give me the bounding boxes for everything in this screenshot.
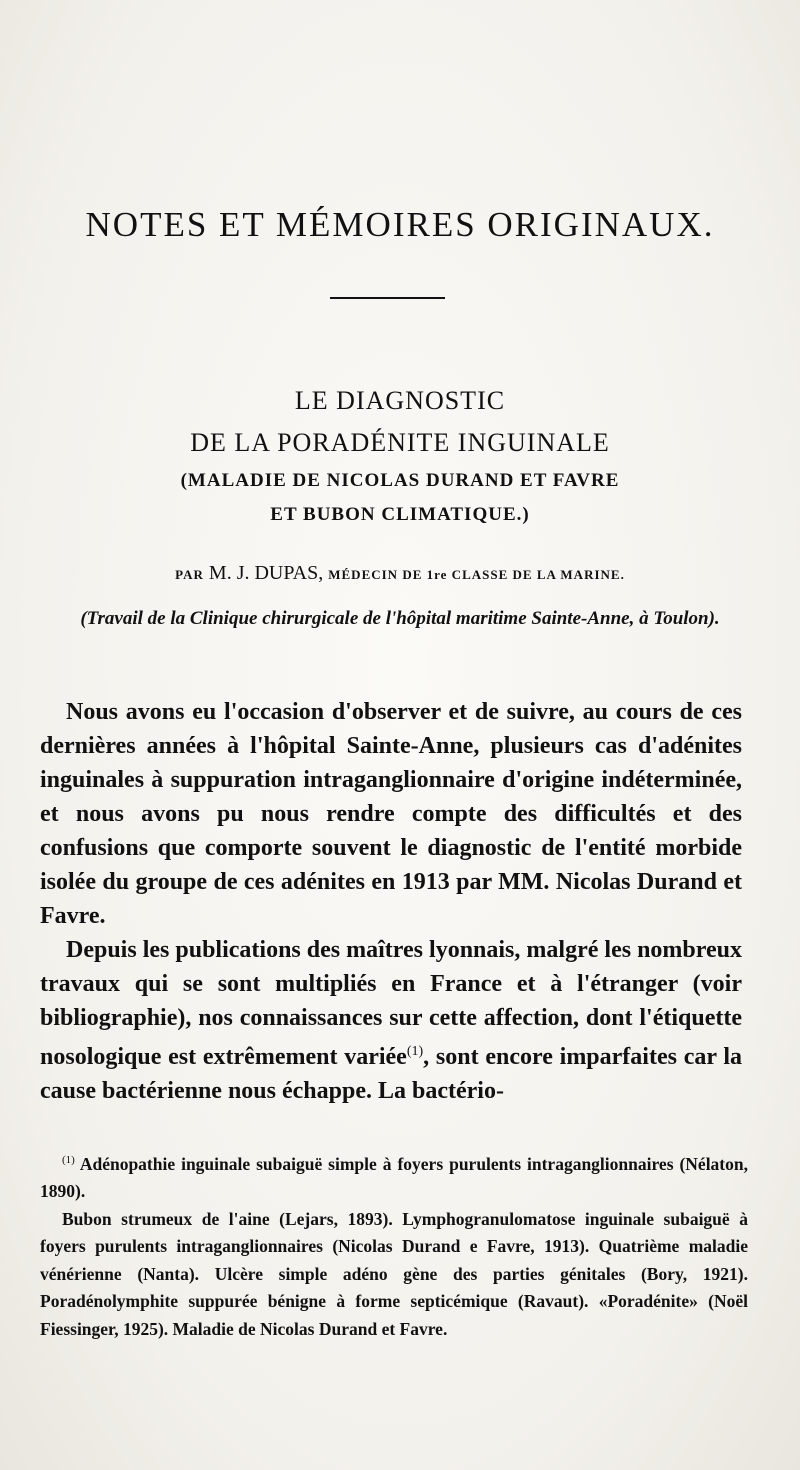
body-paragraph-2: [40, 933, 742, 1108]
footnote-1-text: Adénopathie inguinale subaiguë simple à foyers purulents intraganglionnaires (Nélaton, 1890).: [40, 1153, 748, 1202]
article-body: [40, 695, 742, 1108]
affiliation-note: (Travail de la Clinique chirurgicale de l'hôpital maritime Sainte-Anne, à Toulon).: [80, 608, 720, 629]
section-header: NOTES ET MÉMOIRES ORIGINAUX.: [85, 205, 715, 244]
paragraph-2-text-end: , sont encore imparfaites car la cause bactérienne nous échappe. La bactério-: [40, 1044, 743, 1104]
paragraph-2-text-start: Depuis les publications des maîtres lyonnais, malgré les nombreux travaux qui se sont multipliés en France et à l'étranger (voir bibliographie), nos connaissances sur cette affection, dont l'étiquette nosologique est extrêmement variée: [40, 937, 742, 1070]
author-byline: [0, 562, 800, 585]
byline-par: PAR: [175, 567, 204, 582]
byline-rank: MÉDECIN DE 1re CLASSE DE LA MARINE.: [328, 567, 625, 582]
article-title-line-1: LE DIAGNOSTIC: [294, 386, 506, 415]
article-title-block: [0, 380, 800, 532]
footnote-1: [40, 1147, 748, 1206]
article-subtitle-line-1: (MALADIE DE NICOLAS DURAND ET FAVRE: [180, 470, 620, 491]
footnote-2: Bubon strumeux de l'aine (Lejars, 1893). Lymphogranulomatose inguinale subaiguë à foyers purulents intraganglionnaires (Nicolas Durand e Favre, 1913). Quatrième maladie vénérienne (Nanta). Ulcère simple adéno gène des parties génitales (Bory, 1921). Poradénolymphite suppurée bénigne à forme septicémique (Ravaut). «Poradénite» (Noël Fiessinger, 1925). Maladie de Nicolas Durand et Favre.: [40, 1208, 748, 1339]
body-paragraph-1: Nous avons eu l'occasion d'observer et de suivre, au cours de ces dernières années à l'hôpital Sainte-Anne, plusieurs cas d'adénites inguinales à suppuration intraganglionnaire d'origine indéterminée, et nous avons pu nous rendre compte des difficultés et des confusions que comporte souvent le diagnostic de l'entité morbide isolée du groupe de ces adénites en 1913 par MM. Nicolas Durand et Favre.: [40, 699, 742, 929]
header-rule: [330, 297, 445, 299]
footnote-marker: (1): [62, 1154, 75, 1166]
article-title-line-2: DE LA PORADÉNITE INGUINALE: [190, 428, 610, 457]
byline-author: M. J. DUPAS,: [208, 562, 324, 584]
footnotes-section: [40, 1147, 748, 1343]
footnote-reference[interactable]: (1): [406, 1044, 424, 1059]
article-subtitle-line-2: ET BUBON CLIMATIQUE.): [270, 504, 530, 525]
